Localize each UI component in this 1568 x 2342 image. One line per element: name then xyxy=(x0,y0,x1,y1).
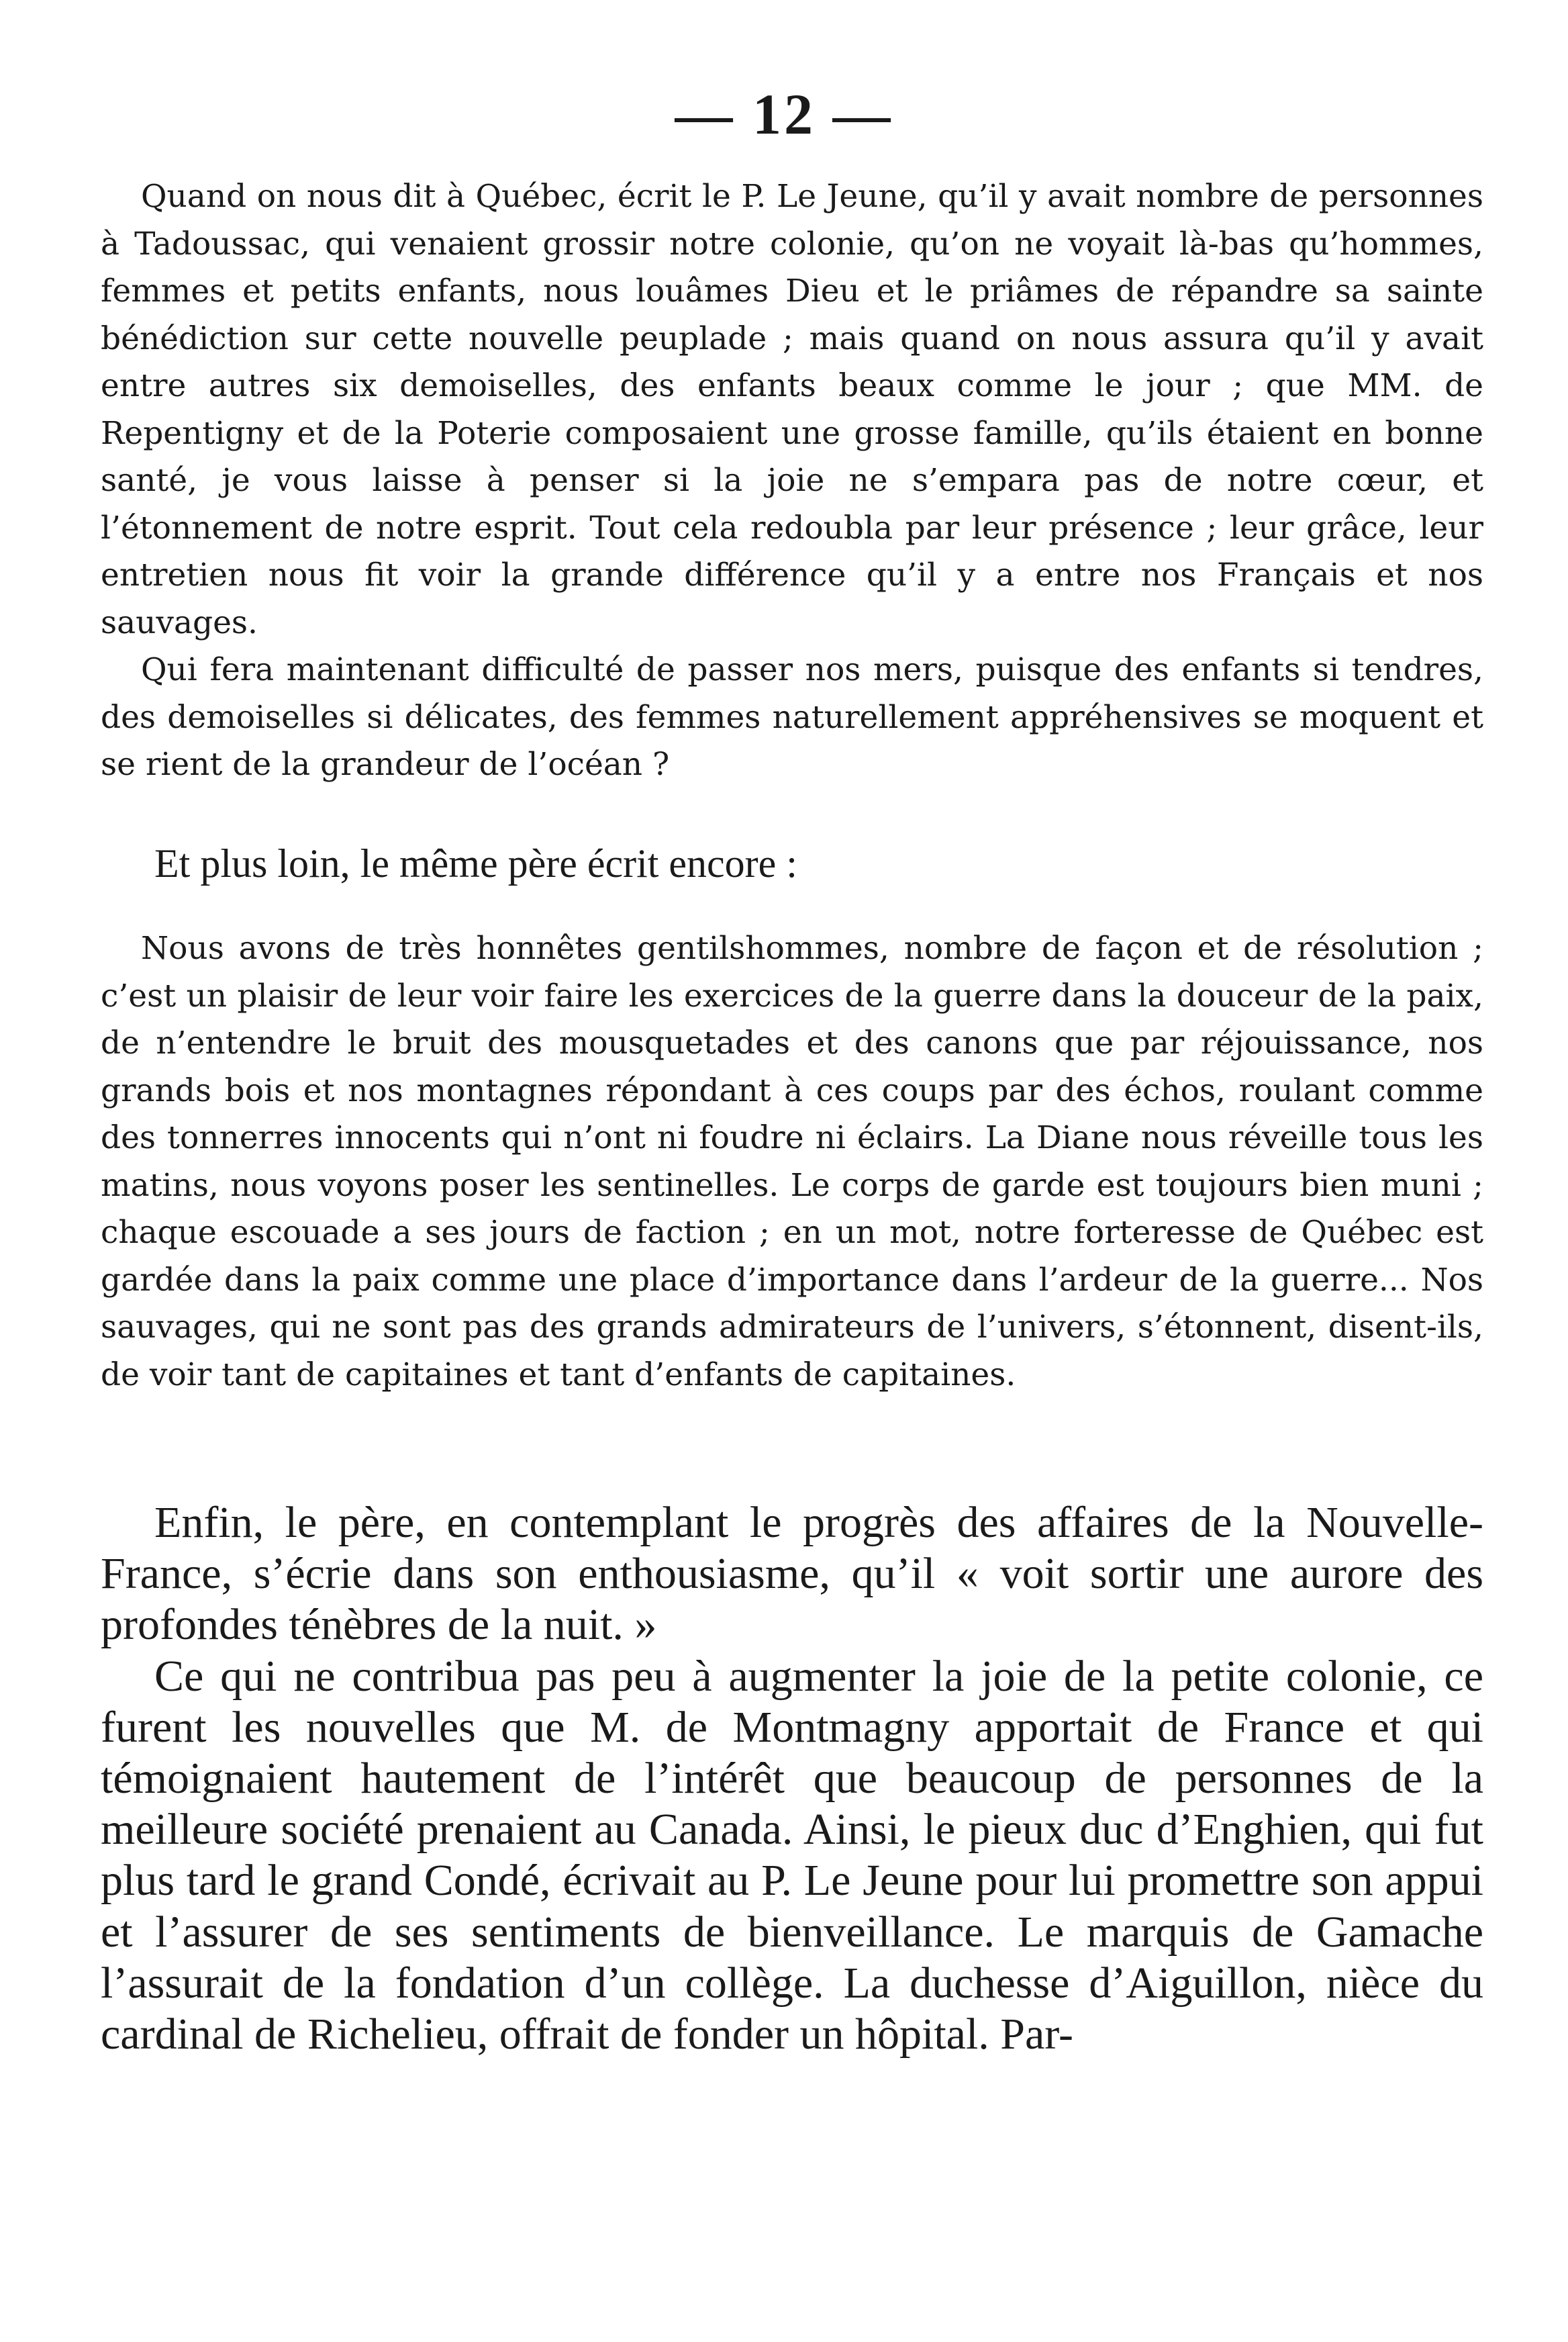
page-number: — 12 — xyxy=(675,82,893,146)
quote-paragraph: Qui fera maintenant difficulté de passer nos mers, puisque des enfants si tendres, des demoiselles si délicates, des femmes naturellement appréhensives se moquent et se rient de la grandeur de l’océan ? xyxy=(101,651,1483,783)
quote-paragraph: Nous avons de très honnêtes gentilshommes, nombre de façon et de résolution ; c’est un plaisir de leur voir faire les exercices de la guerre dans la douceur de la paix, de n’entendre le bruit des mousquetades et des canons que par réjouissance, nos grands bois et nos montagnes répondant à ces coups par des échos, roulant comme des tonnerres innocents qui n’ont ni foudre ni éclairs. La Diane nous réveille tous les matins, nous voyons poser les sentinelles. Le corps de garde est toujours bien muni ; chaque escouade a ses jours de faction ; en un mot, notre forteresse de Québec est gardée dans la paix comme une place d’importance dans l’ardeur de la guerre... Nos sauvages, qui ne sont pas des grands admirateurs de l’univers, s’étonnent, disent-ils, de voir tant de capitaines et tant d’enfants de capitaines. xyxy=(101,930,1483,1393)
quote-paragraph: Quand on nous dit à Québec, écrit le P. Le Jeune, qu’il y avait nombre de personnes à Tadoussac, qui venaient grossir notre colonie, qu’on ne voyait là-bas qu’hommes, femmes et petits enfants, nous louâmes Dieu et le priâmes de répandre sa sainte bénédiction sur cette nouvelle peuplade ; mais quand on nous assura qu’il y avait entre autres six demoiselles, des enfants beaux comme le jour ; que MM. de Repentigny et de la Poterie composaient une grosse famille, qu’ils étaient en bonne santé, je vous laisse à penser si la joie ne s’empara pas de notre cœur, et l’étonnement de notre esprit. Tout cela redoubla par leur présence ; leur grâce, leur entretien nous fit voir la grande différence qu’il y a entre nos Français et nos sauvages. xyxy=(101,178,1483,641)
quotation-le-jeune-second xyxy=(101,925,1483,1399)
quotation-le-jeune-first xyxy=(101,173,1483,789)
body-paragraph: Et plus loin, le même père écrit encore : xyxy=(154,841,797,886)
body-paragraph: Enfin, le père, en contemplant le progrès des affaires de la Nouvelle-France, s’écrie dans son enthousiasme, qu’il « voit sortir une aurore des profondes ténèbres de la nuit. » xyxy=(101,1498,1483,1650)
intro-paragraph xyxy=(101,838,1483,889)
body-paragraph: Ce qui ne contribua pas peu à augmenter la joie de la petite colonie, ce furent les nouvelles que M. de Montmagny apportait de France et qui témoignaient hautement de l’intérêt que beaucoup de personnes de la meilleure société prenaient au Canada. Ainsi, le pieux duc d’Enghien, qui fut plus tard le grand Condé, écrivait au P. Le Jeune pour lui promettre son appui et l’assurer de ses sentiments de bienveillance. Le marquis de Gamache l’assurait de la fondation d’un collège. La duchesse d’Aiguillon, nièce du cardinal de Richelieu, offrait de fonder un hôpital. Par- xyxy=(101,1651,1483,2059)
main-text xyxy=(101,1497,1483,2060)
